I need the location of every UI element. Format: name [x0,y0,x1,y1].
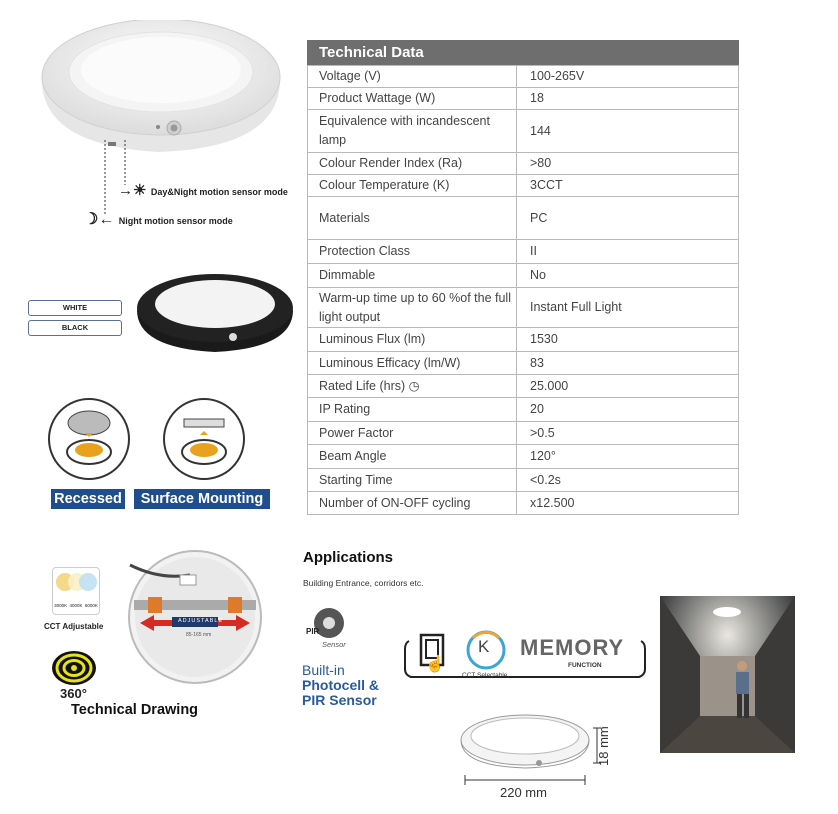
row-label: Materials [308,197,517,240]
row-label: Starting Time [308,469,517,492]
white-option: WHITE [28,300,122,316]
row-label: Dimmable [308,264,517,288]
row-value: II [517,240,739,264]
pir-text [302,663,379,708]
day-night-mode [118,181,288,200]
row-value: 20 [517,398,739,422]
row-value: >0.5 [517,422,739,445]
row-label: Equivalence with incandescent lamp [308,110,517,153]
row-label: Voltage (V) [308,66,517,88]
corridor-photo [660,596,795,753]
row-value: PC [517,197,739,240]
row-value: 18 [517,88,739,110]
night-mode [84,209,233,229]
row-label: Warm-up time up to 60 %of the full light output [308,288,517,328]
recessed-icon [47,397,131,486]
pir-badge-top: PIR [306,627,320,636]
row-value: 1530 [517,328,739,352]
row-value: 25.000 [517,375,739,398]
row-label: Colour Render Index (Ra) [308,153,517,175]
row-label: Product Wattage (W) [308,88,517,110]
cct-temps [53,603,99,608]
height-dimension: 18 mm [596,726,611,766]
black-option: BLACK [28,320,122,336]
pir-line2: Photocell & [302,677,380,693]
row-label: Beam Angle [308,445,517,469]
clock-icon: ◷ [408,378,420,393]
rated-life-text: Rated Life (hrs) [319,378,406,393]
sensor-360-label: 360° [60,686,87,701]
adjustable-label: ADJUSTABLE [178,618,224,624]
technical-data-title: Technical Data [307,40,739,65]
recessed-label: Recessed [51,489,125,509]
row-value: <0.2s [517,469,739,492]
row-label: Protection Class [308,240,517,264]
cct-temp-2: 4000K [69,603,83,608]
hand-pointer-icon: ☝ [425,656,445,673]
day-night-label: Day&Night motion sensor mode [150,187,288,197]
cct-icon [52,567,100,615]
row-value: 144 [517,110,739,153]
adjustable-range: 85-165 mm [186,632,212,638]
surface-icon [162,397,246,486]
row-value: x12.500 [517,492,739,515]
surface-label: Surface Mounting [134,489,270,509]
row-label: Luminous Efficacy (lm/W) [308,352,517,375]
row-label: Power Factor [308,422,517,445]
width-dimension: 220 mm [500,785,547,800]
cct-temp-1: 3000K [54,603,68,608]
sun-icon: →☀ [118,182,147,199]
memory-label: MEMORY [520,635,625,660]
cct-label: CCT Adjustable [44,622,104,631]
row-value: 83 [517,352,739,375]
row-value: >80 [517,153,739,175]
technical-data-rows [308,66,739,515]
row-value: Instant Full Light [517,288,739,328]
pir-line3: PIR Sensor [302,692,377,708]
dimension-drawing [455,708,615,793]
moon-icon: ☽← [84,211,115,228]
night-label: Night motion sensor mode [118,216,233,226]
memory-sub-label: FUNCTION [568,662,602,669]
row-label: Luminous Flux (lm) [308,328,517,352]
cct-temp-3: 6000K [84,603,98,608]
pir-badge-bottom: Sensor [322,640,346,649]
row-value: 120° [517,445,739,469]
row-value: 3CCT [517,175,739,197]
pir-line1: Built-in [302,662,345,678]
row-value: 100-265V [517,66,739,88]
lamp-top-image [40,20,285,160]
cct-selectable-label: CCT Selectable [462,672,508,679]
technical-drawing-title: Technical Drawing [71,702,199,718]
k-letter: K [478,637,490,656]
black-lamp-image [135,270,295,360]
technical-data-table [307,40,739,515]
applications-title: Applications [303,549,394,566]
row-label: Colour Temperature (K) [308,175,517,197]
row-label: IP Rating [308,398,517,422]
row-value: No [517,264,739,288]
applications-text: Building Entrance, corridors etc. [303,578,424,588]
row-label [308,375,517,398]
row-label: Number of ON-OFF cycling [308,492,517,515]
